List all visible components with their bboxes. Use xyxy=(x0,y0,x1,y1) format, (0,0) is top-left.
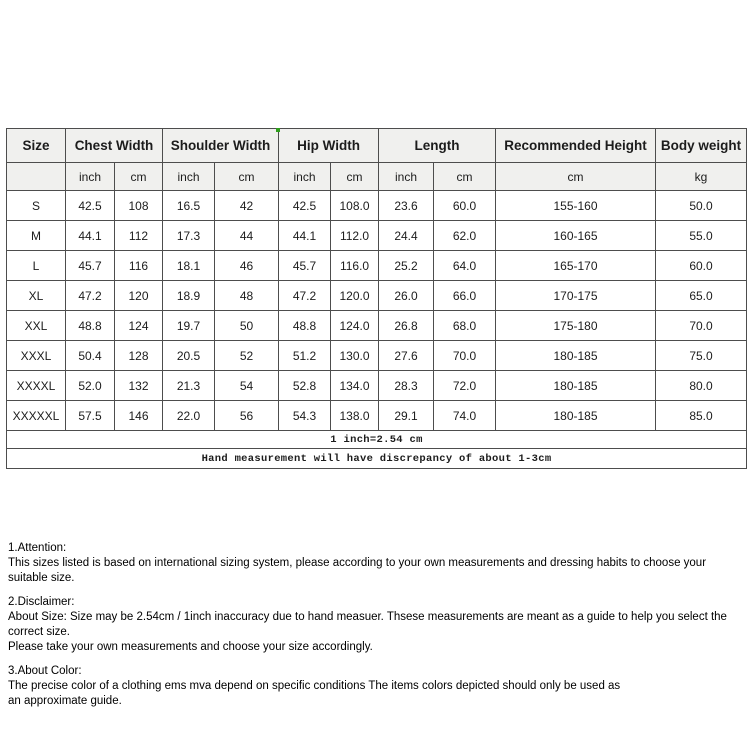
measurement-cell: 65.0 xyxy=(656,281,747,311)
size-row-xxxxxl xyxy=(7,401,747,431)
measurement-cell: 120 xyxy=(115,281,163,311)
measurement-cell: 116 xyxy=(115,251,163,281)
header-units-row xyxy=(7,163,747,191)
note-line-3-1: The precise color of a clothing ems mva depend on specific conditions The items colors depicted should only be used as xyxy=(8,680,621,692)
measurement-cell: 47.2 xyxy=(66,281,115,311)
note-heading-1: 1.Attention: xyxy=(8,542,67,554)
measurement-cell: 24.4 xyxy=(379,221,434,251)
measurement-cell: 155-160 xyxy=(496,191,656,221)
measurement-cell: 44 xyxy=(215,221,279,251)
measurement-cell: 80.0 xyxy=(656,371,747,401)
measurement-cell: 46 xyxy=(215,251,279,281)
size-label: XXXXL xyxy=(7,371,66,401)
measurement-cell: 66.0 xyxy=(434,281,496,311)
footnote-row-2 xyxy=(7,449,747,469)
unit-header-inch-5: inch xyxy=(279,163,331,191)
measurement-cell: 44.1 xyxy=(279,221,331,251)
measurement-cell: 175-180 xyxy=(496,311,656,341)
unit-header-cm-6: cm xyxy=(331,163,379,191)
column-header-size: Size xyxy=(7,129,66,163)
size-chart-header xyxy=(7,129,747,191)
note-section-3 xyxy=(8,664,746,709)
measurement-cell: 146 xyxy=(115,401,163,431)
measurement-cell: 165-170 xyxy=(496,251,656,281)
measurement-cell: 16.5 xyxy=(163,191,215,221)
note-heading-3: 3.About Color: xyxy=(8,665,82,677)
measurement-cell: 22.0 xyxy=(163,401,215,431)
measurement-cell: 21.3 xyxy=(163,371,215,401)
note-section-1 xyxy=(8,541,746,586)
column-header-recommended-height: Recommended Height xyxy=(496,129,656,163)
unit-header-blank xyxy=(7,163,66,191)
measurement-cell: 116.0 xyxy=(331,251,379,281)
measurement-cell: 68.0 xyxy=(434,311,496,341)
measurement-cell: 47.2 xyxy=(279,281,331,311)
measurement-cell: 27.6 xyxy=(379,341,434,371)
measurement-cell: 50 xyxy=(215,311,279,341)
measurement-cell: 64.0 xyxy=(434,251,496,281)
measurement-cell: 180-185 xyxy=(496,401,656,431)
note-line-1-1: This sizes listed is based on international sizing system, please according to your own measurements and dressing habits to choose your suitable size. xyxy=(8,557,707,584)
measurement-cell: 57.5 xyxy=(66,401,115,431)
size-row-xxxxl xyxy=(7,371,747,401)
size-label: S xyxy=(7,191,66,221)
column-header-length: Length xyxy=(379,129,496,163)
size-row-xxl xyxy=(7,311,747,341)
measurement-cell: 52.8 xyxy=(279,371,331,401)
size-row-l xyxy=(7,251,747,281)
unit-header-cm-9: cm xyxy=(496,163,656,191)
measurement-cell: 54 xyxy=(215,371,279,401)
measurement-cell: 52.0 xyxy=(66,371,115,401)
unit-header-inch-7: inch xyxy=(379,163,434,191)
measurement-cell: 54.3 xyxy=(279,401,331,431)
size-label: XXL xyxy=(7,311,66,341)
measurement-cell: 55.0 xyxy=(656,221,747,251)
measurement-cell: 160-165 xyxy=(496,221,656,251)
measurement-cell: 42 xyxy=(215,191,279,221)
measurement-cell: 134.0 xyxy=(331,371,379,401)
measurement-cell: 124.0 xyxy=(331,311,379,341)
measurement-cell: 28.3 xyxy=(379,371,434,401)
measurement-cell: 124 xyxy=(115,311,163,341)
notes-block xyxy=(8,541,746,718)
size-chart-body xyxy=(7,191,747,431)
measurement-cell: 50.0 xyxy=(656,191,747,221)
measurement-cell: 112.0 xyxy=(331,221,379,251)
green-artifact-mark xyxy=(276,128,280,132)
measurement-cell: 50.4 xyxy=(66,341,115,371)
measurement-cell: 19.7 xyxy=(163,311,215,341)
size-label: XXXXXL xyxy=(7,401,66,431)
column-header-shoulder-width: Shoulder Width xyxy=(163,129,279,163)
measurement-cell: 23.6 xyxy=(379,191,434,221)
measurement-cell: 52 xyxy=(215,341,279,371)
measurement-cell: 170-175 xyxy=(496,281,656,311)
size-label: M xyxy=(7,221,66,251)
measurement-cell: 74.0 xyxy=(434,401,496,431)
measurement-cell: 108 xyxy=(115,191,163,221)
measurement-cell: 132 xyxy=(115,371,163,401)
column-header-hip-width: Hip Width xyxy=(279,129,379,163)
measurement-cell: 26.8 xyxy=(379,311,434,341)
size-row-s xyxy=(7,191,747,221)
size-chart-footnotes xyxy=(7,431,747,469)
measurement-cell: 180-185 xyxy=(496,371,656,401)
unit-header-inch-3: inch xyxy=(163,163,215,191)
size-label: L xyxy=(7,251,66,281)
note-line-2-2: Please take your own measurements and choose your size accordingly. xyxy=(8,641,373,653)
measurement-cell: 75.0 xyxy=(656,341,747,371)
measurement-cell: 130.0 xyxy=(331,341,379,371)
measurement-cell: 112 xyxy=(115,221,163,251)
measurement-cell: 45.7 xyxy=(279,251,331,281)
unit-header-kg-10: kg xyxy=(656,163,747,191)
unit-header-inch-1: inch xyxy=(66,163,115,191)
column-header-chest-width: Chest Width xyxy=(66,129,163,163)
measurement-cell: 51.2 xyxy=(279,341,331,371)
unit-header-cm-4: cm xyxy=(215,163,279,191)
footnote-row-1 xyxy=(7,431,747,449)
footnote-text-1: 1 inch=2.54 cm xyxy=(7,431,747,449)
measurement-cell: 25.2 xyxy=(379,251,434,281)
measurement-cell: 60.0 xyxy=(434,191,496,221)
size-row-m xyxy=(7,221,747,251)
size-label: XL xyxy=(7,281,66,311)
measurement-cell: 45.7 xyxy=(66,251,115,281)
header-group-row xyxy=(7,129,747,163)
measurement-cell: 128 xyxy=(115,341,163,371)
measurement-cell: 44.1 xyxy=(66,221,115,251)
measurement-cell: 17.3 xyxy=(163,221,215,251)
measurement-cell: 60.0 xyxy=(656,251,747,281)
measurement-cell: 48.8 xyxy=(279,311,331,341)
note-line-3-2: an approximate guide. xyxy=(8,695,122,707)
measurement-cell: 72.0 xyxy=(434,371,496,401)
unit-header-cm-8: cm xyxy=(434,163,496,191)
measurement-cell: 85.0 xyxy=(656,401,747,431)
measurement-cell: 108.0 xyxy=(331,191,379,221)
measurement-cell: 18.1 xyxy=(163,251,215,281)
measurement-cell: 48.8 xyxy=(66,311,115,341)
measurement-cell: 180-185 xyxy=(496,341,656,371)
note-section-2 xyxy=(8,595,746,655)
measurement-cell: 18.9 xyxy=(163,281,215,311)
note-heading-2: 2.Disclaimer: xyxy=(8,596,75,608)
unit-header-cm-2: cm xyxy=(115,163,163,191)
footnote-text-2: Hand measurement will have discrepancy of about 1-3cm xyxy=(7,449,747,469)
measurement-cell: 48 xyxy=(215,281,279,311)
column-header-body-weight: Body weight xyxy=(656,129,747,163)
measurement-cell: 70.0 xyxy=(434,341,496,371)
measurement-cell: 138.0 xyxy=(331,401,379,431)
measurement-cell: 56 xyxy=(215,401,279,431)
measurement-cell: 70.0 xyxy=(656,311,747,341)
measurement-cell: 20.5 xyxy=(163,341,215,371)
size-label: XXXL xyxy=(7,341,66,371)
measurement-cell: 26.0 xyxy=(379,281,434,311)
measurement-cell: 62.0 xyxy=(434,221,496,251)
measurement-cell: 29.1 xyxy=(379,401,434,431)
size-chart-table xyxy=(6,128,747,469)
size-row-xxxl xyxy=(7,341,747,371)
note-line-2-1: About Size: Size may be 2.54cm / 1inch inaccuracy due to hand measuer. Thsese measurements are meant as a guide to help you select the correct size. xyxy=(8,611,727,638)
size-row-xl xyxy=(7,281,747,311)
measurement-cell: 42.5 xyxy=(279,191,331,221)
measurement-cell: 42.5 xyxy=(66,191,115,221)
measurement-cell: 120.0 xyxy=(331,281,379,311)
